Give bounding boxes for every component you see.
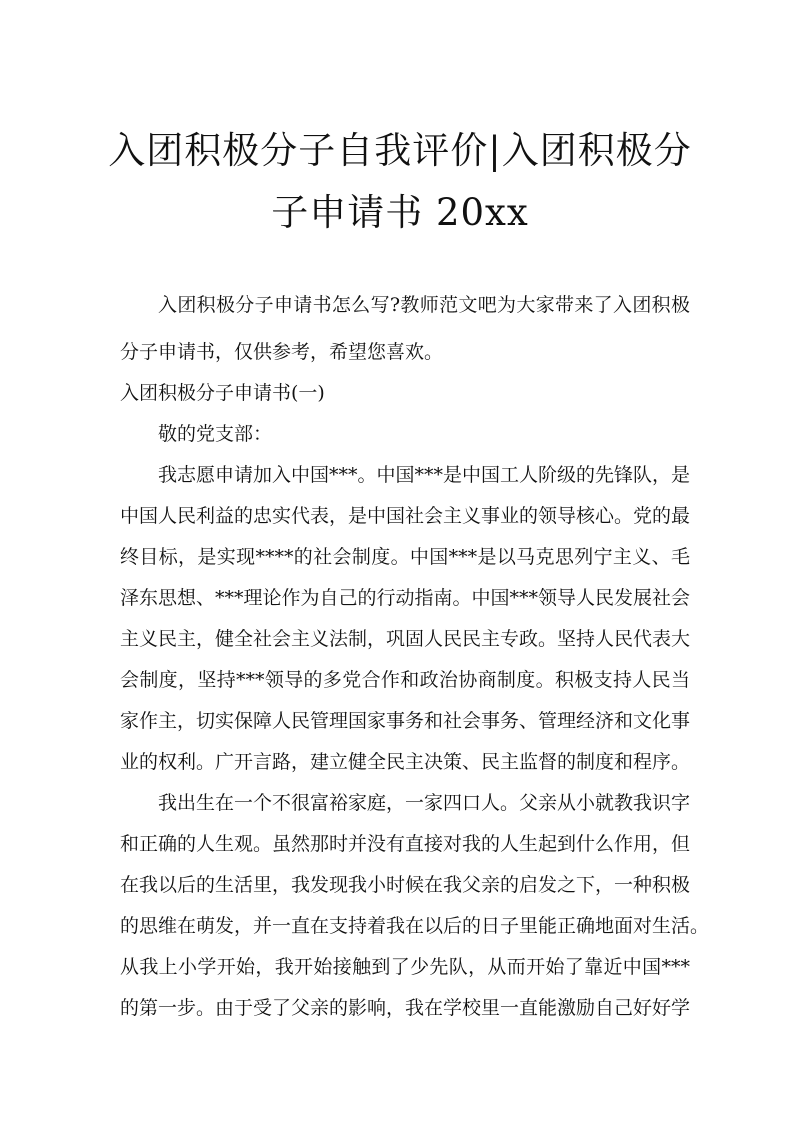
paragraph-2-line: 的第一步。由于受了父亲的影响，我在学校里一直能激励自己好好学 xyxy=(120,997,691,1019)
intro-line: 分子申请书，仅供参考，希望您喜欢。 xyxy=(120,341,444,363)
paragraph-1-line: 中国人民利益的忠实代表，是中国社会主义事业的领导核心。党的最 xyxy=(120,505,691,527)
paragraph-1-line: 泽东思想、***理论作为自己的行动指南。中国***领导人民发展社会 xyxy=(120,587,691,609)
paragraph-2-line: 从我上小学开始，我开始接触到了少先队，从而开始了靠近中国*** xyxy=(120,956,690,978)
document-title-line-2: 子申请书 20xx xyxy=(271,191,529,234)
paragraph-1-line: 家作主，切实保障人民管理国家事务和社会事务、管理经济和文化事 xyxy=(120,710,691,732)
section-heading: 入团积极分子申请书(一) xyxy=(120,382,325,404)
paragraph-2-line: 的思维在萌发，并一直在支持着我在以后的日子里能正确地面对生活。 xyxy=(120,915,710,937)
salutation: 敬的党支部： xyxy=(158,423,273,445)
paragraph-1-line: 业的权利。广开言路，建立健全民主决策、民主监督的制度和程序。 xyxy=(120,751,691,773)
paragraph-2-line: 我出生在一个不很富裕家庭，一家四口人。父亲从小就教我识字 xyxy=(158,792,691,814)
paragraph-1-line: 我志愿申请加入中国***。中国***是中国工人阶级的先锋队，是 xyxy=(158,464,691,486)
paragraph-1-line: 终目标，是实现****的社会制度。中国***是以马克思列宁主义、毛 xyxy=(120,546,690,568)
paragraph-2-line: 在我以后的生活里，我发现我小时候在我父亲的启发之下，一种积极 xyxy=(120,874,691,896)
paragraph-2-line: 和正确的人生观。虽然那时并没有直接对我的人生起到什么作用，但 xyxy=(120,833,691,855)
document-title-line-1: 入团积极分子自我评价|入团积极分 xyxy=(108,129,692,172)
paragraph-1-line: 会制度，坚持***领导的多党合作和政治协商制度。积极支持人民当 xyxy=(120,669,690,691)
paragraph-1-line: 主义民主，健全社会主义法制，巩固人民民主专政。坚持人民代表大 xyxy=(120,628,691,650)
intro-line: 入团积极分子申请书怎么写?教师范文吧为大家带来了入团积极 xyxy=(158,294,690,316)
